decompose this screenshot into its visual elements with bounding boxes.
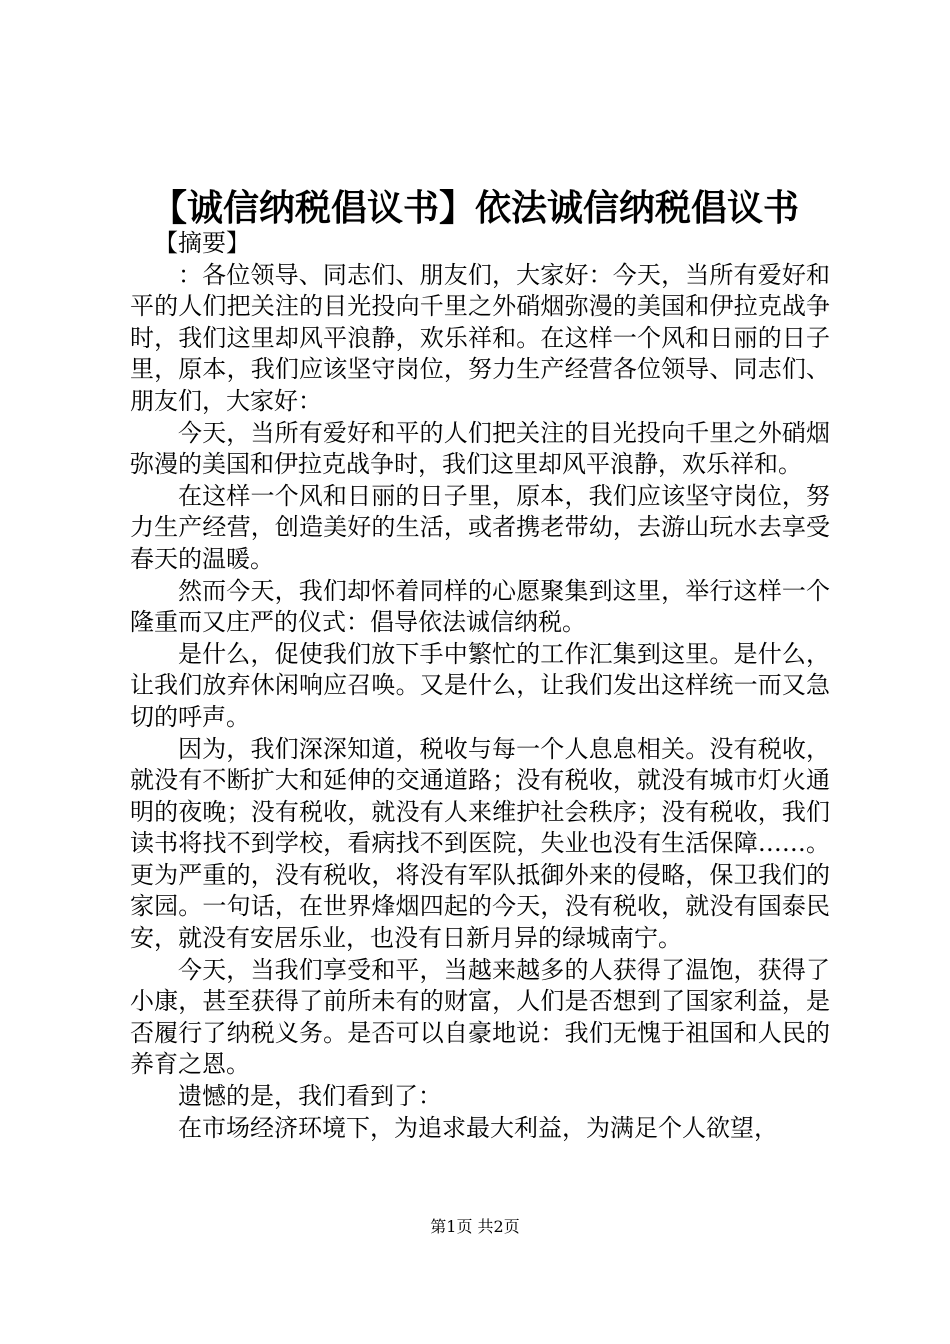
- paragraph: 然而今天，我们却怀着同样的心愿聚集到这里，举行这样一个隆重而又庄严的仪式：倡导依法诚信纳税。: [130, 576, 830, 637]
- paragraph: 遗憾的是，我们看到了：: [178, 1082, 442, 1111]
- paragraph: 在这样一个风和日丽的日子里，原本，我们应该坚守岗位，努力生产经营，创造美好的生活，或者携老带幼，去游山玩水去享受春天的温暖。: [130, 481, 830, 573]
- paragraph: ：各位领导、同志们、朋友们，大家好：今天，当所有爱好和平的人们把关注的目光投向千里之外硝烟弥漫的美国和伊拉克战争时，我们这里却风平浪静，欢乐祥和。在这样一个风和日丽的日子里，原本，我们应该坚守岗位，努力生产经营各位领导、同志们、朋友们，大家好：: [130, 260, 830, 415]
- page-footer: 第1页 共2页: [430, 1217, 520, 1236]
- paragraph: 因为，我们深深知道，税收与每一个人息息相关。没有税收，就没有不断扩大和延伸的交通道路；没有税收，就没有城市灯火通明的夜晚；没有税收，就没有人来维护社会秩序；没有税收，我们读书将找不到学校，看病找不到医院，失业也没有生活保障……。更为严重的，没有税收，将没有军队抵御外来的侵略，保卫我们的家园。一句话，在世界烽烟四起的今天，没有税收，就没有国泰民安，就没有安居乐业，也没有日新月异的绿城南宁。: [130, 734, 830, 953]
- document-body: [130, 228, 830, 1144]
- paragraph: 今天，当我们享受和平，当越来越多的人获得了温饱，获得了小康，甚至获得了前所未有的财富，人们是否想到了国家利益，是否履行了纳税义务。是否可以自豪地说：我们无愧于祖国和人民的养育之恩。: [130, 955, 830, 1079]
- paragraph: 是什么，促使我们放下手中繁忙的工作汇集到这里。是什么，让我们放弃休闲响应召唤。又是什么，让我们发出这样统一而又急切的呼声。: [130, 639, 830, 731]
- paragraph: 今天，当所有爱好和平的人们把关注的目光投向千里之外硝烟弥漫的美国和伊拉克战争时，我们这里却风平浪静，欢乐祥和。: [130, 418, 830, 479]
- document-title: 【诚信纳税倡议书】依法诚信纳税倡议书: [150, 187, 799, 229]
- abstract-label: 【摘要】: [154, 229, 250, 257]
- paragraph: 在市场经济环境下，为追求最大利益，为满足个人欲望，: [178, 1113, 778, 1142]
